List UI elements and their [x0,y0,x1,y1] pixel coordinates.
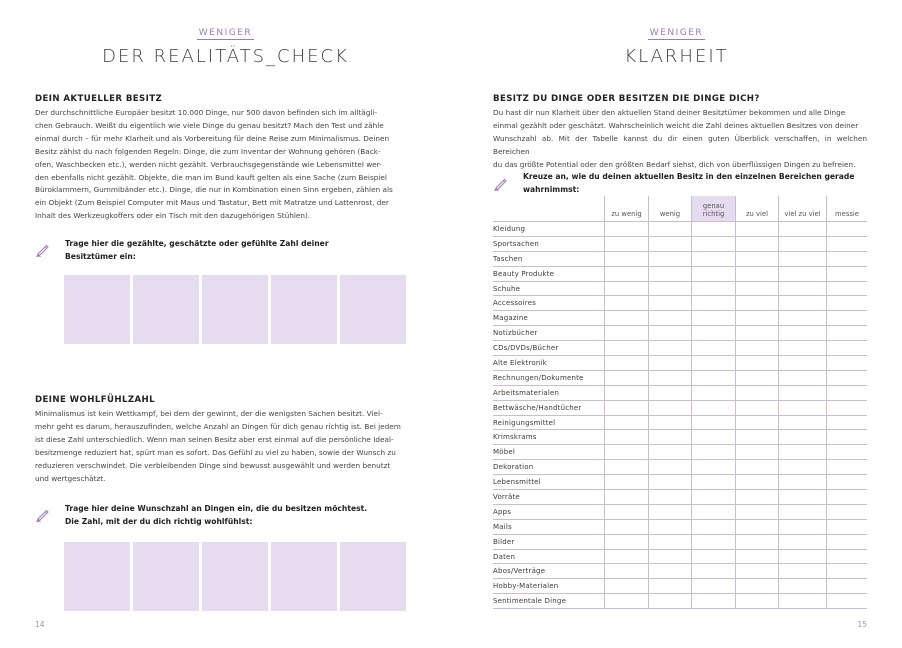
rating-cell[interactable] [778,430,826,444]
column-header: viel zu viel [778,196,826,221]
rating-cell[interactable] [826,282,867,296]
right-page-title: KLARHEIT [624,46,729,67]
row-label: Möbel [493,448,516,457]
row-label: Apps [493,507,512,516]
rating-cell[interactable] [735,401,778,415]
rating-cell[interactable] [691,386,735,400]
wish-digit-box[interactable] [64,542,130,611]
rating-cell[interactable] [648,520,691,534]
rating-cell[interactable] [826,311,867,325]
rating-cell[interactable] [735,386,778,400]
rating-cell[interactable] [604,371,648,385]
rating-cell[interactable] [691,535,735,549]
table-row [493,550,867,565]
rating-cell[interactable] [691,356,735,370]
rating-cell[interactable] [778,252,826,266]
rating-cell[interactable] [648,490,691,504]
row-label: Kleidung [493,225,526,233]
rating-cell[interactable] [691,401,735,415]
rating-cell[interactable] [778,356,826,370]
rating-cell[interactable] [735,520,778,534]
rating-cell[interactable] [826,386,867,400]
table-row [493,252,867,267]
rating-cell[interactable] [826,237,867,251]
rating-cell[interactable] [604,550,648,564]
table-row [493,341,867,356]
left-kicker: WENIGER [198,28,253,38]
rating-cell[interactable] [691,460,735,474]
section2-paragraph: Minimalismus ist kein Wettkampf, bei dem der gewinnt, der die wenigsten Sachen besitzt. Viel- mehr geht es darum, herauszufinden, welche Anzahl an Dingen für dich genau richtig ist. Bei jedem ist diese Zahl unterschiedlich. Wenn man seinen Besitz aber erst einmal auf die persönliche Ideal- besitzmenge reduziert hat, spürt man es sofort. Das Gefühl zu viel zu haben, sowie der Wunsch zu reduzieren verschwindet. Die verbleibenden Dinge sind bewusst ausgewählt und werden benutzt und wertgeschätzt. [35,409,401,483]
row-label: Hobby-Materialen [493,582,559,591]
possessions-rating-table [493,196,867,609]
rating-cell[interactable] [604,475,648,489]
rating-cell[interactable] [778,222,826,236]
column-header-highlighted: genau richtig [691,196,735,221]
rating-cell[interactable] [691,416,735,430]
row-label: Reinigungsmittel [493,418,556,427]
rating-cell[interactable] [778,341,826,355]
rating-cell[interactable] [735,252,778,266]
rating-cell[interactable] [735,594,778,608]
rating-cell[interactable] [735,222,778,236]
rating-cell[interactable] [778,401,826,415]
rating-cell[interactable] [826,356,867,370]
table-row [493,430,867,445]
rating-cell[interactable] [826,296,867,310]
rating-cell[interactable] [826,326,867,340]
wish-count-boxes [64,542,406,611]
rating-cell[interactable] [648,475,691,489]
row-label: Schuhe [493,284,521,293]
rating-cell[interactable] [604,386,648,400]
rating-cell[interactable] [691,520,735,534]
table-row [493,222,867,237]
row-label: Bilder [493,537,515,546]
row-label: Krimskrams [493,433,537,442]
rating-cell[interactable] [735,311,778,325]
count-digit-box[interactable] [271,275,337,344]
rating-cell[interactable] [826,490,867,504]
rating-cell[interactable] [648,252,691,266]
pencil-icon [493,175,509,191]
rating-cell[interactable] [778,237,826,251]
table-row [493,564,867,579]
rating-cell[interactable] [648,356,691,370]
rating-cell[interactable] [691,445,735,459]
row-label: Vorräte [493,493,520,502]
table-row [493,401,867,416]
section-heading-current-possessions: DEIN AKTUELLER BESITZ [35,94,163,104]
rating-cell[interactable] [735,475,778,489]
row-label: Arbeitsmaterialen [493,388,560,397]
rating-cell[interactable] [735,579,778,593]
rating-cell[interactable] [735,237,778,251]
rating-cell[interactable] [604,282,648,296]
row-label: Rechnungen/Dokumente [493,373,584,382]
rating-cell[interactable] [735,550,778,564]
rating-cell[interactable] [778,371,826,385]
rating-cell[interactable] [826,550,867,564]
rating-cell[interactable] [826,579,867,593]
rating-cell[interactable] [778,326,826,340]
rating-cell[interactable] [604,445,648,459]
wish-digit-box[interactable] [340,542,406,611]
right-paragraph: Du hast dir nun Klarheit über den aktuellen Stand deiner Besitztümer bekommen und alle Dinge einmal gezählt oder geschätzt. Wahrscheinlich weicht die Zahl deines aktuellen Besitzes von deiner Wunschzahl ab. Mit der Tabelle kannst du dir einen guten Überblick verschaffen, in welchen Bereichen du das größte Potential oder den größten Bedarf siehst, dich von überflüssigen Dingen zu befreien. [493,108,867,169]
count-digit-box[interactable] [64,275,130,344]
table-row [493,416,867,431]
rating-cell[interactable] [604,252,648,266]
table-row [493,535,867,550]
row-label: CDs/DVDs/Bücher [493,344,559,353]
rating-cell[interactable] [735,445,778,459]
rating-cell[interactable] [826,401,867,415]
table-row [493,267,867,282]
rating-cell[interactable] [778,386,826,400]
rating-cell[interactable] [826,564,867,578]
rating-cell[interactable] [735,296,778,310]
rating-cell[interactable] [778,564,826,578]
rating-cell[interactable] [778,490,826,504]
rating-cell[interactable] [691,490,735,504]
row-label: Sportsachen [493,239,539,248]
table-body [493,222,867,609]
rating-cell[interactable] [648,445,691,459]
rating-cell[interactable] [735,564,778,578]
section2-instruction: Trage hier deine Wunschzahl an Dingen ein, die du besitzen möchtest. Die Zahl, mit der du dich richtig wohlfühlst: [65,504,368,526]
table-row [493,445,867,460]
rating-cell[interactable] [604,520,648,534]
rating-cell[interactable] [735,430,778,444]
rating-cell[interactable] [735,460,778,474]
rating-cell[interactable] [778,282,826,296]
rating-cell[interactable] [826,416,867,430]
rating-cell[interactable] [604,356,648,370]
row-label: Magazine [493,314,529,323]
table-header-row [493,196,867,222]
count-digit-box[interactable] [340,275,406,344]
rating-cell[interactable] [826,341,867,355]
table-row [493,520,867,535]
row-label: Beauty Produkte [493,269,555,278]
table-row [493,594,867,609]
table-row [493,356,867,371]
rating-cell[interactable] [648,401,691,415]
rating-cell[interactable] [648,460,691,474]
rating-cell[interactable] [735,371,778,385]
count-digit-box[interactable] [133,275,199,344]
rating-cell[interactable] [735,505,778,519]
rating-cell[interactable] [826,371,867,385]
rating-cell[interactable] [691,282,735,296]
rating-cell[interactable] [691,296,735,310]
rating-cell[interactable] [826,475,867,489]
table-row [493,475,867,490]
rating-cell[interactable] [648,594,691,608]
rating-cell[interactable] [691,594,735,608]
rating-cell[interactable] [648,564,691,578]
rating-cell[interactable] [826,430,867,444]
rating-cell[interactable] [604,267,648,281]
row-label: Mails [493,522,512,531]
rating-cell[interactable] [826,520,867,534]
rating-cell[interactable] [826,445,867,459]
wish-digit-box[interactable] [202,542,268,611]
row-label: Bettwäsche/Handtücher [493,403,582,412]
table-row [493,237,867,252]
row-label: Dekoration [493,463,534,472]
section-heading-comfort-number: DEINE WOHLFÜHLZAHL [35,395,155,405]
rating-cell[interactable] [604,311,648,325]
row-label: Accessoires [493,299,537,308]
rating-cell[interactable] [826,535,867,549]
rating-cell[interactable] [778,416,826,430]
rating-cell[interactable] [735,282,778,296]
rating-cell[interactable] [691,237,735,251]
rating-cell[interactable] [778,445,826,459]
rating-cell[interactable] [778,475,826,489]
table-row [493,579,867,594]
right-kicker: WENIGER [649,28,704,38]
table-row [493,296,867,311]
pencil-icon [35,506,51,522]
rating-cell[interactable] [604,401,648,415]
count-digit-box[interactable] [202,275,268,344]
rating-cell[interactable] [735,356,778,370]
rating-cell[interactable] [648,430,691,444]
column-header: messie [826,196,867,221]
rating-cell[interactable] [604,430,648,444]
row-label: Alte Elektronik [493,359,547,368]
rating-cell[interactable] [691,505,735,519]
column-header: zu wenig [604,196,648,221]
rating-cell[interactable] [648,550,691,564]
rating-cell[interactable] [778,594,826,608]
row-label: Notizbücher [493,329,538,338]
rating-cell[interactable] [778,296,826,310]
rating-cell[interactable] [604,594,648,608]
table-row [493,282,867,297]
rating-cell[interactable] [826,222,867,236]
rating-cell[interactable] [648,282,691,296]
right-page [451,0,902,648]
rating-cell[interactable] [604,296,648,310]
rating-cell[interactable] [735,267,778,281]
rating-cell[interactable] [826,594,867,608]
rating-cell[interactable] [604,579,648,593]
rating-cell[interactable] [691,371,735,385]
rating-cell[interactable] [604,564,648,578]
section-heading-ownership: BESITZ DU DINGE ODER BESITZEN DIE DINGE DICH? [493,94,760,104]
rating-cell[interactable] [648,311,691,325]
rating-cell[interactable] [735,416,778,430]
rating-cell[interactable] [691,326,735,340]
rating-cell[interactable] [604,490,648,504]
rating-cell[interactable] [648,535,691,549]
pencil-icon [35,241,51,257]
table-row [493,490,867,505]
rating-cell[interactable] [691,311,735,325]
rating-cell[interactable] [648,237,691,251]
rating-cell[interactable] [735,341,778,355]
rating-cell[interactable] [604,460,648,474]
rating-cell[interactable] [648,341,691,355]
rating-cell[interactable] [648,579,691,593]
rating-cell[interactable] [648,371,691,385]
column-header: wenig [648,196,691,221]
left-page-title: DER REALITÄTS_CHECK [102,46,349,67]
row-label: Daten [493,552,516,561]
rating-cell[interactable] [778,311,826,325]
wish-digit-box[interactable] [271,542,337,611]
rating-cell[interactable] [604,237,648,251]
rating-cell[interactable] [778,535,826,549]
row-label: Abos/Verträge [493,567,546,576]
rating-cell[interactable] [691,564,735,578]
row-label: Sentimentale Dinge [493,597,567,606]
rating-cell[interactable] [604,341,648,355]
rating-cell[interactable] [735,326,778,340]
rating-cell[interactable] [648,267,691,281]
table-row [493,326,867,341]
table-row [493,371,867,386]
rating-cell[interactable] [648,416,691,430]
rating-cell[interactable] [778,505,826,519]
rating-cell[interactable] [826,267,867,281]
page-number-left: 14 [35,620,45,629]
table-row [493,505,867,520]
wish-digit-box[interactable] [133,542,199,611]
section1-instruction: Trage hier die gezählte, geschätzte oder gefühlte Zahl deiner Besitztümer ein: [65,239,329,261]
rating-cell[interactable] [604,326,648,340]
rating-cell[interactable] [648,505,691,519]
column-header: zu viel [735,196,778,221]
possession-count-boxes [64,275,406,344]
rating-cell[interactable] [778,460,826,474]
rating-cell[interactable] [778,267,826,281]
rating-cell[interactable] [735,490,778,504]
rating-cell[interactable] [778,550,826,564]
rating-cell[interactable] [691,252,735,266]
rating-cell[interactable] [778,520,826,534]
rating-cell[interactable] [604,416,648,430]
rating-cell[interactable] [691,267,735,281]
rating-cell[interactable] [691,222,735,236]
rating-cell[interactable] [691,475,735,489]
rating-cell[interactable] [691,579,735,593]
rating-cell[interactable] [778,579,826,593]
rating-cell[interactable] [826,505,867,519]
rating-cell[interactable] [648,326,691,340]
rating-cell[interactable] [735,535,778,549]
rating-cell[interactable] [604,222,648,236]
rating-cell[interactable] [604,505,648,519]
table-instruction: Kreuze an, wie du deinen aktuellen Besitz in den einzelnen Bereichen gerade wahrnimmst: [523,172,855,194]
page-number-right: 15 [857,620,867,629]
rating-cell[interactable] [648,386,691,400]
rating-cell[interactable] [826,252,867,266]
table-row [493,386,867,401]
section1-paragraph: Der durchschnittliche Europäer besitzt 10.000 Dinge, nur 500 davon befinden sich im alltägli- chen Gebrauch. Weißt du eigentlich wie viele Dinge du genau besitzt? Mach den Test und zähle einmal durch – für mehr Klarheit und als Vorbereitung für deine Reise zum Minimalismus. Deinen Besitz zählst du nach folgenden Regeln: Dinge, die zum Inventar der Wohnung gehören (Back- ofen, Waschbecken etc.), werden nicht gezählt. Verbrauchsgegenstände wie Lebensmittel wer- den ebenfalls nicht gezählt. Objekte, die man im Bund kauft gelten als eine Sache (zum Beispiel Büroklammern, Gummibänder etc.). Dinge, die nur in Kombination einen Sinn ergeben, zählen als ein Objekt (Zum Beispiel Computer mit Maus und Tastatur, Bett mit Matratze und Lattenrost, der Inhalt des Werkzeugkoffers oder ein Tisch mit den dazugehörigen Stühlen). [35,108,393,221]
rating-cell[interactable] [826,460,867,474]
rating-cell[interactable] [691,341,735,355]
rating-cell[interactable] [648,222,691,236]
table-row [493,460,867,475]
rating-cell[interactable] [648,296,691,310]
rating-cell[interactable] [691,550,735,564]
row-label: Lebensmittel [493,478,541,487]
table-row [493,311,867,326]
row-label: Taschen [493,254,523,263]
rating-cell[interactable] [604,535,648,549]
rating-cell[interactable] [691,430,735,444]
